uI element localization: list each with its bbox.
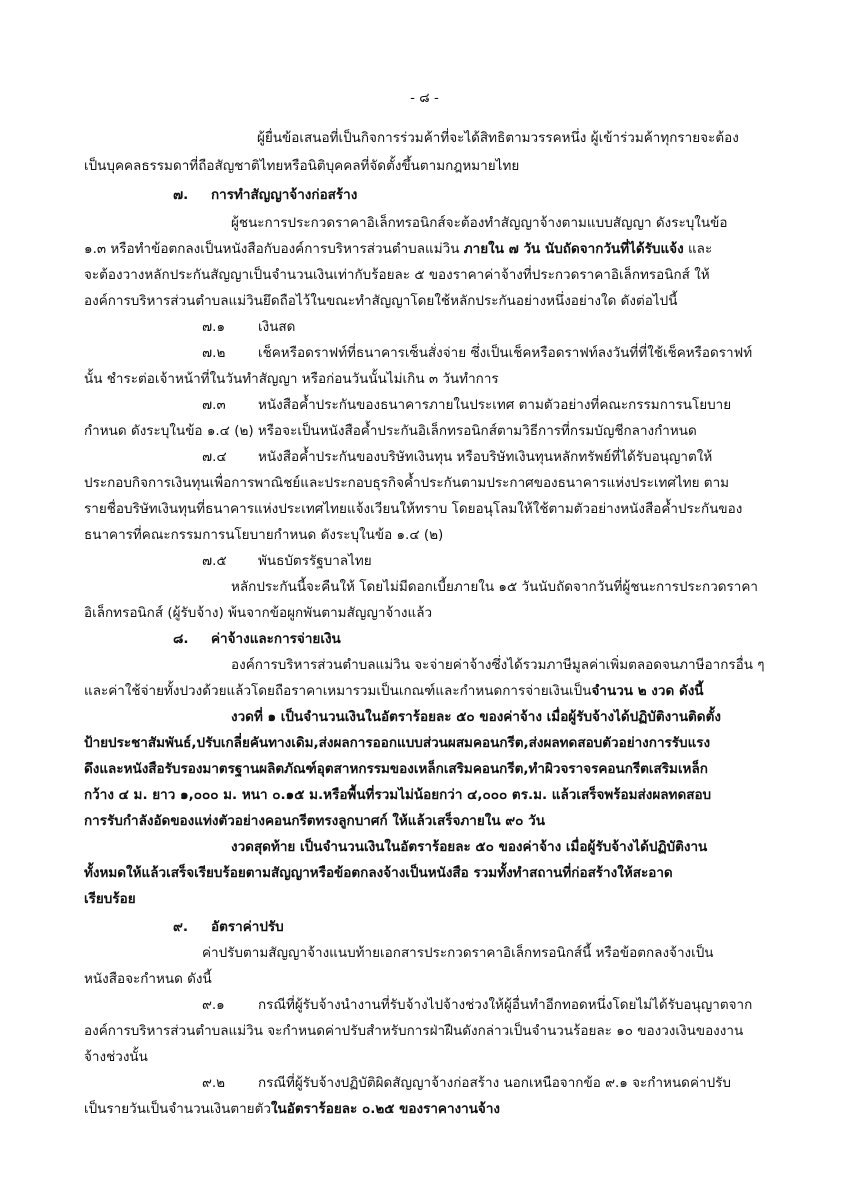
s7-item-3-number: ๗.๓ xyxy=(202,397,226,413)
s9-item-2-continued xyxy=(84,1096,500,1122)
s9-item-1-number: ๙.๑ xyxy=(202,997,225,1013)
s9-para-line-1: ค่าปรับตามสัญญาจ้างแนบท้ายเอกสารประกวดราคาอิเล็กทรอนิกส์นี้ หรือข้อตกลงจ้างเป็น xyxy=(202,945,714,961)
section-8-heading xyxy=(173,626,341,652)
s8-installment-1-line-3: ดึงและหนังสือรับรองมาตรฐานผลิตภัณฑ์อุตสาหกรรมของเหล็กเสริมคอนกรีต,ทำผิวจราจรคอนกรีตเสริมเหล็ก xyxy=(84,761,708,777)
s7-item-4-continued-1: ประกอบกิจการเงินทุนเพื่อการพาณิชย์และประกอบธุรกิจค้ำประกันตามประกาศของธนาคารแห่งประเทศไทย ตาม xyxy=(84,475,730,491)
s7-item-1 xyxy=(202,314,295,340)
page-number: - ๘ - xyxy=(410,90,439,106)
s9-item-2-number: ๙.๒ xyxy=(202,1075,226,1091)
s7-para-line-4: องค์การบริหารส่วนตำบลแม่วินยึดถือไว้ในขณะทำสัญญาโดยใช้หลักประกันอย่างหนึ่งอย่างใด ดังต่อไปนี้ xyxy=(84,293,678,309)
s7-deadline-text: ภายใน ๗ วัน นับถัดจากวันที่ได้รับแจ้ง xyxy=(463,241,684,257)
s7-item-5-number: ๗.๕ xyxy=(202,553,227,569)
section-8-title: ค่าจ้างและการจ่ายเงิน xyxy=(211,631,341,647)
s7-item-4-text: หนังสือค้ำประกันของบริษัทเงินทุน หรือบริษัทเงินทุนหลักทรัพย์ที่ได้รับอนุญาตให้ xyxy=(258,449,713,465)
section-9-heading xyxy=(173,914,284,940)
s9-item-2 xyxy=(202,1070,731,1096)
s7-para-line-3: จะต้องวางหลักประกันสัญญาเป็นจำนวนเงินเท่ากับร้อยละ ๕ ของราคาค่าจ้างที่ประกวดราคาอิเล็กทรอนิกส์ ให้ xyxy=(84,267,710,283)
s9-item-1-text: กรณีที่ผู้รับจ้างนำงานที่รับจ้างไปจ้างช่วงให้ผู้อื่นทำอีกทอดหนึ่งโดยไม่ได้รับอนุญาตจาก xyxy=(258,997,753,1013)
s7-item-2 xyxy=(202,340,752,366)
s7-para-2-text: ๑.๓ หรือทำข้อตกลงเป็นหนังสือกับองค์การบริหารส่วนตำบลแม่วิน xyxy=(84,241,464,257)
s7-item-4 xyxy=(202,444,712,470)
intro-line-2: เป็นบุคคลธรรมดาที่ถือสัญชาติไทยหรือนิติบุคคลที่จัดตั้งขึ้นตามกฎหมายไทย xyxy=(84,158,520,174)
s9-item-1 xyxy=(202,992,752,1018)
intro-line-1: ผู้ยื่นข้อเสนอที่เป็นกิจการร่วมค้าที่จะได้สิทธิตามวรรคหนึ่ง ผู้เข้าร่วมค้าทุกรายจะต้อง xyxy=(257,130,739,146)
s8-installment-final-line-2: ทั้งหมดให้แล้วเสร็จเรียบร้อยตามสัญญาหรือข้อตกลงจ้างเป็นหนังสือ รวมทั้งทำสถานที่ก่อสร้างให้สะอาด xyxy=(84,865,673,881)
s8-installment-final-line-3: เรียบร้อย xyxy=(84,891,136,907)
s8-installment-final-line-1: งวดสุดท้าย เป็นจำนวนเงินในอัตราร้อยละ ๕๐ ของค่าจ้าง เมื่อผู้รับจ้างได้ปฏิบัติงาน xyxy=(231,839,708,855)
s9-para-line-2: หนังสือจะกำหนด ดังนี้ xyxy=(84,971,212,987)
s8-installment-1-line-2: ป้ายประชาสัมพันธ์,ปรับเกลี่ยคันทางเดิม,ส่งผลการออกแบบส่วนผสมคอนกรีต,ส่งผลทดสอบตัวอย่างการรับแรง xyxy=(84,735,711,751)
s8-para-line-1: องค์การบริหารส่วนตำบลแม่วิน จะจ่ายค่าจ้างซึ่งได้รวมภาษีมูลค่าเพิ่มตลอดจนภาษีอากรอื่น ๆ xyxy=(231,657,765,673)
s8-para-2-text: และค่าใช้จ่ายทั้งปวงด้วยแล้วโดยถือราคาเหมารวมเป็นเกณฑ์และกำหนดการจ่ายเงินเป็น xyxy=(84,683,592,699)
s7-item-2-number: ๗.๒ xyxy=(202,345,226,361)
s7-item-3 xyxy=(202,392,731,418)
section-9-number: ๙. xyxy=(173,919,189,935)
s9-item-2-text: กรณีที่ผู้รับจ้างปฏิบัติผิดสัญญาจ้างก่อสร้าง นอกเหนือจากข้อ ๙.๑ จะกำหนดค่าปรับ xyxy=(258,1075,731,1091)
s9-item-2-continued-text: เป็นรายวันเป็นจำนวนเงินตายตัว xyxy=(84,1101,271,1117)
section-9-title: อัตราค่าปรับ xyxy=(211,919,284,935)
s7-item-3-text: หนังสือค้ำประกันของธนาคารภายในประเทศ ตามตัวอย่างที่คณะกรรมการนโยบาย xyxy=(258,397,732,413)
s7-item-4-continued-3: ธนาคารที่คณะกรรมการนโยบายกำหนด ดังระบุในข้อ ๑.๔ (๒) xyxy=(84,527,444,543)
s7-item-2-text: เช็คหรือดราฟท์ที่ธนาคารเซ็นสั่งจ่าย ซึ่งเป็นเช็คหรือดราฟท์ลงวันที่ที่ใช้เช็คหรือดราฟท์ xyxy=(258,345,753,361)
s7-para-line-1: ผู้ชนะการประกวดราคาอิเล็กทรอนิกส์จะต้องทำสัญญาจ้างตามแบบสัญญา ดังระบุในข้อ xyxy=(231,215,728,231)
s9-penalty-rate-text: ในอัตราร้อยละ ๐.๒๕ ของราคางานจ้าง xyxy=(270,1101,501,1117)
s7-item-4-continued-2: รายชื่อบริษัทเงินทุนที่ธนาคารแห่งประเทศไทยแจ้งเวียนให้ทราบ โดยอนุโลมให้ใช้ตามตัวอย่างหนังสือค้ำประกันของ xyxy=(84,501,743,517)
s7-item-5 xyxy=(202,548,372,574)
s7-item-3-continued: กำหนด ดังระบุในข้อ ๑.๔ (๒) หรือจะเป็นหนังสือค้ำประกันอิเล็กทรอนิกส์ตามวิธีการที่กรมบัญชีกลางกำหนด xyxy=(84,423,697,439)
s7-return-line-2: อิเล็กทรอนิกส์ (ผู้รับจ้าง) พ้นจากข้อผูกพันตามสัญญาจ้างแล้ว xyxy=(84,605,433,621)
s8-installment-1-line-4: กว้าง ๔ ม. ยาว ๑,๐๐๐ ม. หนา ๐.๑๕ ม.หรือพื้นที่รวมไม่น้อยกว่า ๔,๐๐๐ ตร.ม. แล้วเสร็จพร้อมส่งผลทดสอบ xyxy=(84,787,712,803)
section-8-number: ๘. xyxy=(173,631,189,647)
section-7-heading xyxy=(173,182,357,208)
s7-item-2-continued: นั้น ชำระต่อเจ้าหน้าที่ในวันทำสัญญา หรือก่อนวันนั้นไม่เกิน ๓ วันทำการ xyxy=(84,371,499,387)
s7-item-1-text: เงินสด xyxy=(258,319,296,335)
s7-item-5-text: พันธบัตรรัฐบาลไทย xyxy=(258,553,372,569)
s9-item-1-continued-1: องค์การบริหารส่วนตำบลแม่วิน จะกำหนดค่าปรับสำหรับการฝ่าฝืนดังกล่าวเป็นจำนวนร้อยละ ๑๐ ของวงเงินของงาน xyxy=(84,1023,744,1039)
s7-item-4-number: ๗.๔ xyxy=(202,449,227,465)
section-7-title: การทำสัญญาจ้างก่อสร้าง xyxy=(211,187,358,203)
s9-item-1-continued-2: จ้างช่วงนั้น xyxy=(84,1049,148,1065)
s7-return-line-1: หลักประกันนี้จะคืนให้ โดยไม่มีดอกเบี้ยภายใน ๑๕ วันนับถัดจากวันที่ผู้ชนะการประกวดราคา xyxy=(231,579,759,595)
s8-para-line-2 xyxy=(84,678,704,704)
s8-installments-text: จำนวน ๒ งวด ดังนี้ xyxy=(591,683,704,699)
s7-para-line-2 xyxy=(84,236,712,262)
s8-installment-1-line-1: งวดที่ ๑ เป็นจำนวนเงินในอัตราร้อยละ ๕๐ ของค่าจ้าง เมื่อผู้รับจ้างได้ปฏิบัติงานติดตั้ง xyxy=(231,709,721,725)
s8-installment-1-line-5: การรับกำลังอัดของแท่งตัวอย่างคอนกรีตทรงลูกบาศก์ ให้แล้วเสร็จภายใน ๙๐ วัน xyxy=(84,813,545,829)
section-7-number: ๗. xyxy=(173,187,189,203)
s7-item-1-number: ๗.๑ xyxy=(202,319,226,335)
s7-para-2-end: และ xyxy=(683,241,713,257)
